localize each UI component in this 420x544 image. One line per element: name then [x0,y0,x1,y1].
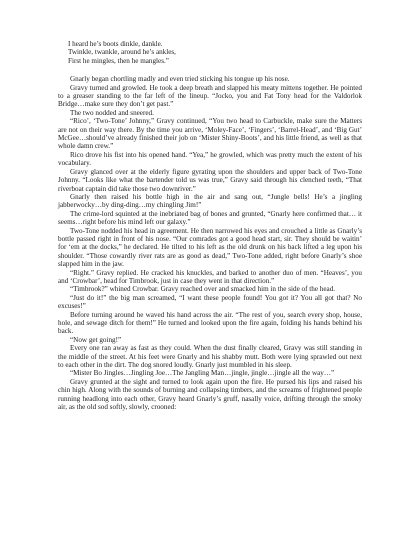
paragraph: Rico drove his fist into his opened hand. “Yea,” he growled, which was pretty much the extent of his vocabulary. [58,150,362,168]
paragraph: Every one ran away as fast as they could. When the dust finally cleared, Gravy was still standing in the middle of the street. At his feet were Gnarly and his shabby mutt. Both were lying sprawled out next to each other in the dirt. The dog snored loudly. Gnarly just mumbled in his sleep. [58,344,362,370]
paragraph: Gravy turned and growled. He took a deep breath and slapped his meaty mittens together. He pointed to a greaser standing to the far left of the lineup. “Jocko, you and Fat Tony head for the Valdorlok Bridge…make sure they don’t get past.” [58,83,362,109]
paragraph: Before turning around he waved his hand across the air. “The rest of you, search every shop, house, hole, and sewage ditch for them!” He turned and looked upon the fire again, folding his hands behind his back. [58,310,362,336]
verse-line: First he mingles, then he mangles.” [68,56,169,65]
paragraph: Gnarly then raised his bottle high in the air and sang out, “Jungle bells! He’s a jingling jabberwocky…by ding-ding…my chingling Jim!” [58,192,362,210]
paragraph: “Mister Bo Jingles…Jingling Joe…The Jangling Man…jingle, jingle…jingle all the way…” [70,369,335,378]
paragraph: “Just do it!” the big man screamed, “I want these people found! You got it? You all got that? No excuses!” [58,293,362,311]
verse-line: I heard he’s boots dinkle, dankle. [68,40,163,48]
paragraph: “Rico’, ‘Two-Tone’ Johnny,” Gravy continued, “You two head to Carbuckle, make sure the Matters are not on their way there. By the time you arrive, ‘Moley-Face’, ‘Fingers’, ‘Barrel-Head’, and ‘Big Gut’ McGee…should’ve already finished their job on ‘Mister Shiny-Boots’, and his little friend, as well as that whole damn crew.” [58,117,362,151]
paragraph: “Now get going!” [70,335,122,344]
paragraph: “Timbrook?” whined Crowbar. Gravy reached over and smacked him in the side of the head. [70,285,336,294]
verse-line: Twinkle, twankle, around he’s ankles, [68,48,176,57]
paragraph: The two nodded and sneered. [70,108,154,117]
paragraph: Gravy grunted at the sight and turned to look again upon the fire. He pursed his lips and raised his chin high. Along with the sounds of burning and collapsing timbers, and the screams of frightened people running headlong into each other, Gravy heard Gnarly’s gruff, nasally voice, drifting through the smoky air, as the old sod softly, slowly, crooned: [58,377,362,412]
paragraph: Two-Tone nodded his head in agreement. He then narrowed his eyes and crouched a little as Gnarly’s bottle passed right in front of his nose. “Our comrades got a good head start, sir. They should be waitin’ for ‘em at the docks,” he declared. He tilted to his left as the old drunk on his back lifted a leg upon his shoulder. “Those cowardly river rats are as good as dead,” Two-Tone added, right before Gnarly’s shoe slapped him in the jaw. [58,226,362,269]
paragraph: Gnarly began chortling madly and even tried sticking his tongue up his nose. [70,75,290,84]
paragraph: Gravy glanced over at the elderly figure gyrating upon the shoulders and upper back of Two-Tone Johnny. “Looks like what the bartender told us was true,” Gravy said through his clenched teeth, “That riverboat captain did take those two downriver.” [58,167,362,193]
paragraph: “Right.” Gravy replied. He cracked his knuckles, and barked to another duo of men. “Heaves’, you and ‘Crowbar’, head for Timbrook, just in case they went in that direction.” [58,268,362,285]
song-verse [68,40,362,65]
paragraph: The crime-lord squinted at the inebriated bag of bones and grunted, “Gnarly here confirmed that… it seems…right before his mind left our galaxy.” [58,209,362,227]
